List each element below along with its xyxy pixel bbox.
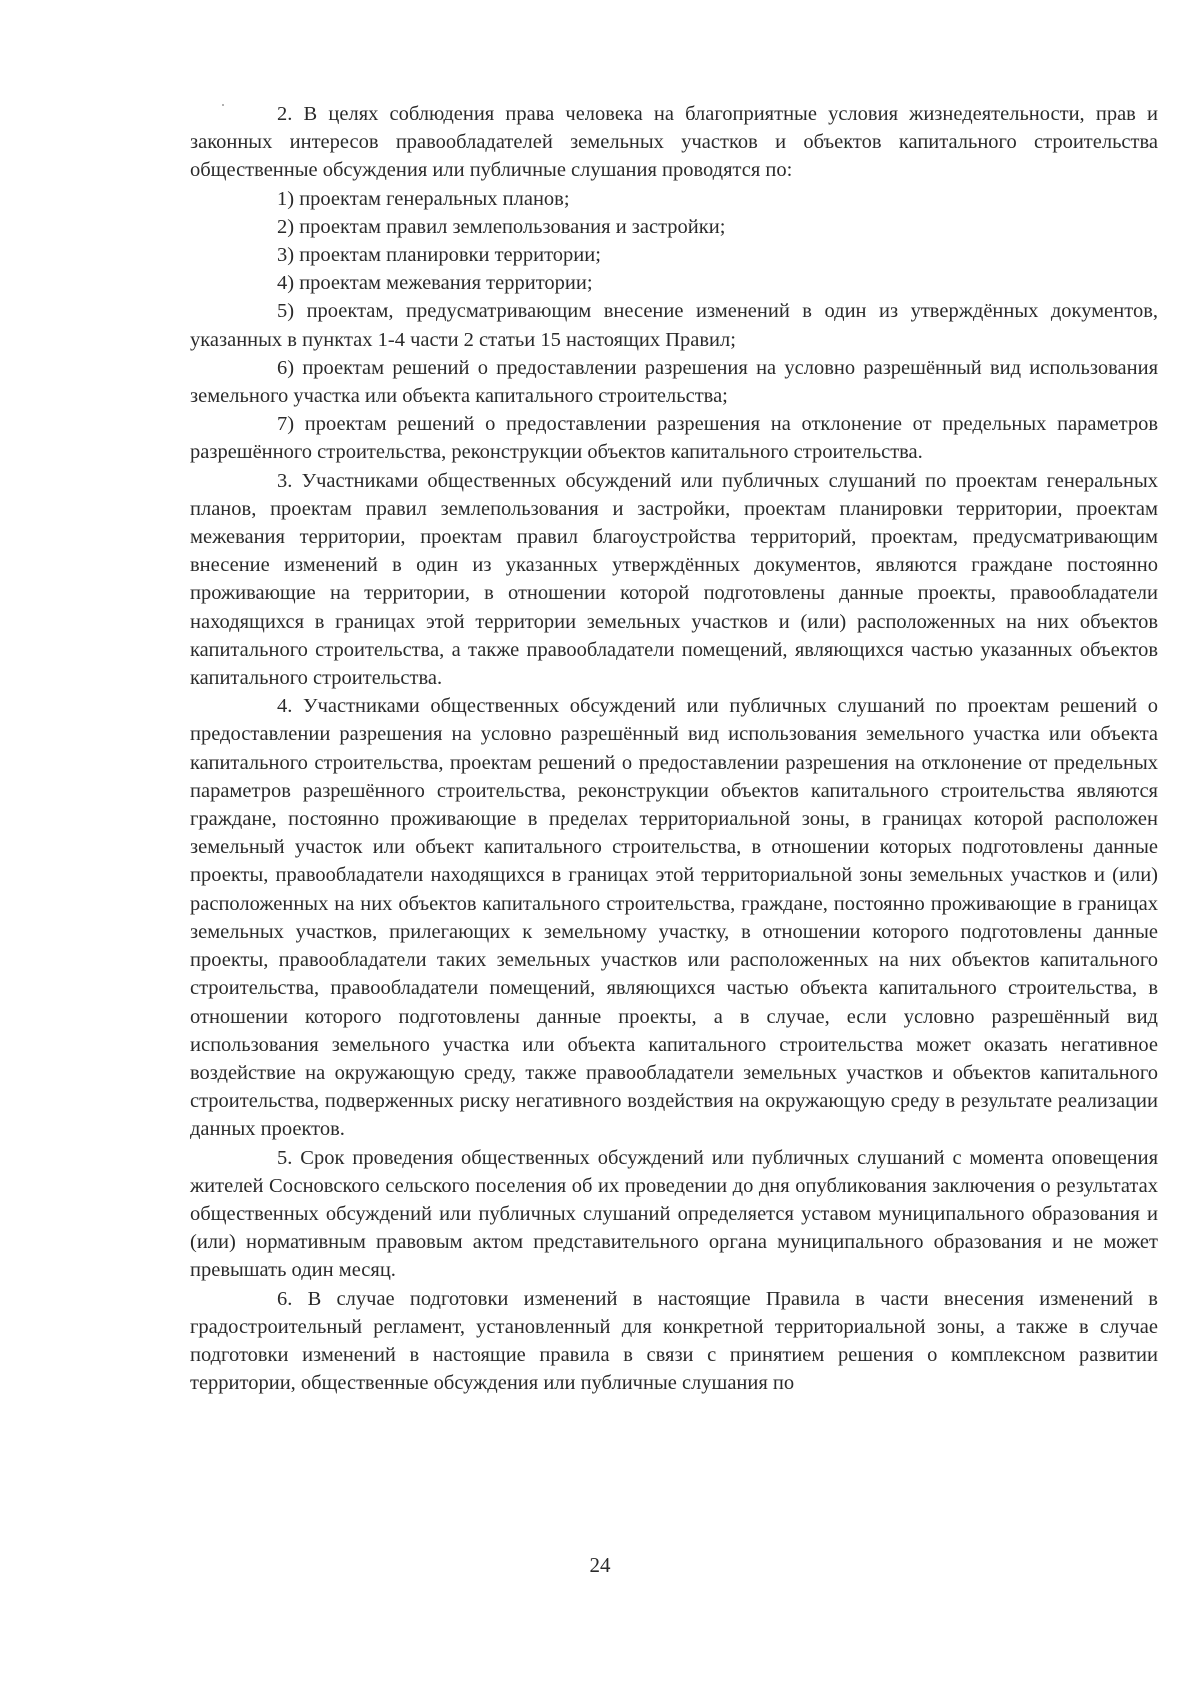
list-item-5: 5) проектам, предусматривающим внесение изменений в один из утверждённых документов, указанных в пунктах 1-4 части 2 статьи 15 настоящих Правил; — [190, 300, 1158, 351]
paragraph-5: 5. Срок проведения общественных обсуждений или публичных слушаний с момента оповещения жителей Сосновского сельского поселения об их проведении до дня опубликования заключения о результатах общественных обсуждений или публичных слушаний определяется уставом муниципального образования и (или) нормативным правовым актом представительного органа муниципального образования и не может превышать один месяц. — [190, 1146, 1158, 1282]
page-number: 24 — [589, 1553, 611, 1577]
list-item-6: 6) проектам решений о предоставлении разрешения на условно разрешённый вид использования земельного участка или объекта капитального строительства; — [190, 356, 1158, 408]
list-item-1: 1) проектам генеральных планов; — [277, 187, 570, 210]
list-item-7: 7) проектам решений о предоставлении разрешения на отклонение от предельных параметров разрешённого строительства, реконструкции объектов капитального строительства. — [190, 413, 1158, 464]
list-item-2: 2) проектам правил землепользования и застройки; — [277, 215, 726, 238]
paragraph-2: 2. В целях соблюдения права человека на благоприятные условия жизнедеятельности, прав и законных интересов правообладателей земельных участков и объектов капитального строительства общественные обсуждения или публичные слушания проводятся по: — [190, 103, 1158, 182]
list-item-4: 4) проектам межевания территории; — [277, 272, 593, 295]
paragraph-4: 4. Участниками общественных обсуждений или публичных слушаний по проектам решений о предоставлении разрешения на условно разрешённый вид использования земельного участка или объекта капитального строительства, проектам решений о предоставлении разрешения на отклонение от предельных параметров разрешённого строительства, реконструкции объектов капитального строительства являются граждане, постоянно проживающие в пределах территориальной зоны, в границах которой расположен земельный участок или объект капитального строительства, в отношении которых подготовлены данные проекты, правообладатели находящихся в границах этой территориальной зоны земельных участков и (или) расположенных на них объектов капитального строительства, граждане, постоянно проживающие в границах земельных участков, прилегающих к земельному участку, в отношении которого подготовлены данные проекты, правообладатели таких земельных участков или расположенных на них объектов капитального строительства, правообладатели помещений, являющихся частью объекта капитального строительства, в отношении которого подготовлены данные проекты, а в случае, если условно разрешённый вид использования земельного участка или объекта капитального строительства может оказать негативное воздействие на окружающую среду, также правообладатели земельных участков и объектов капитального строительства, подверженных риску негативного воздействия на окружающую среду в результате реализации данных проектов. — [190, 695, 1158, 1141]
list-item-3: 3) проектам планировки территории; — [277, 244, 601, 267]
document-body — [190, 100, 1158, 1397]
paragraph-3: 3. Участниками общественных обсуждений или публичных слушаний по проектам генеральных планов, проектам правил землепользования и застройки, проектам планировки территории, проектам межевания территории, проектам правил благоустройства территорий, проектам, предусматривающим внесение изменений в один из указанных утверждённых документов, являются граждане постоянно проживающие на территории, в отношении которой подготовлены данные проекты, правообладатели находящихся в границах этой территории земельных участков и (или) расположенных на них объектов капитального строительства, а также правообладатели помещений, являющихся частью указанных объектов капитального строительства. — [190, 469, 1158, 690]
paragraph-6: 6. В случае подготовки изменений в настоящие Правила в части внесения изменений в градостроительный регламент, установленный для конкретной территориальной зоны, а также в случае подготовки изменений в настоящие правила в связи с принятием решения о комплексном развитии территории, общественные обсуждения или публичные слушания по — [190, 1287, 1158, 1395]
